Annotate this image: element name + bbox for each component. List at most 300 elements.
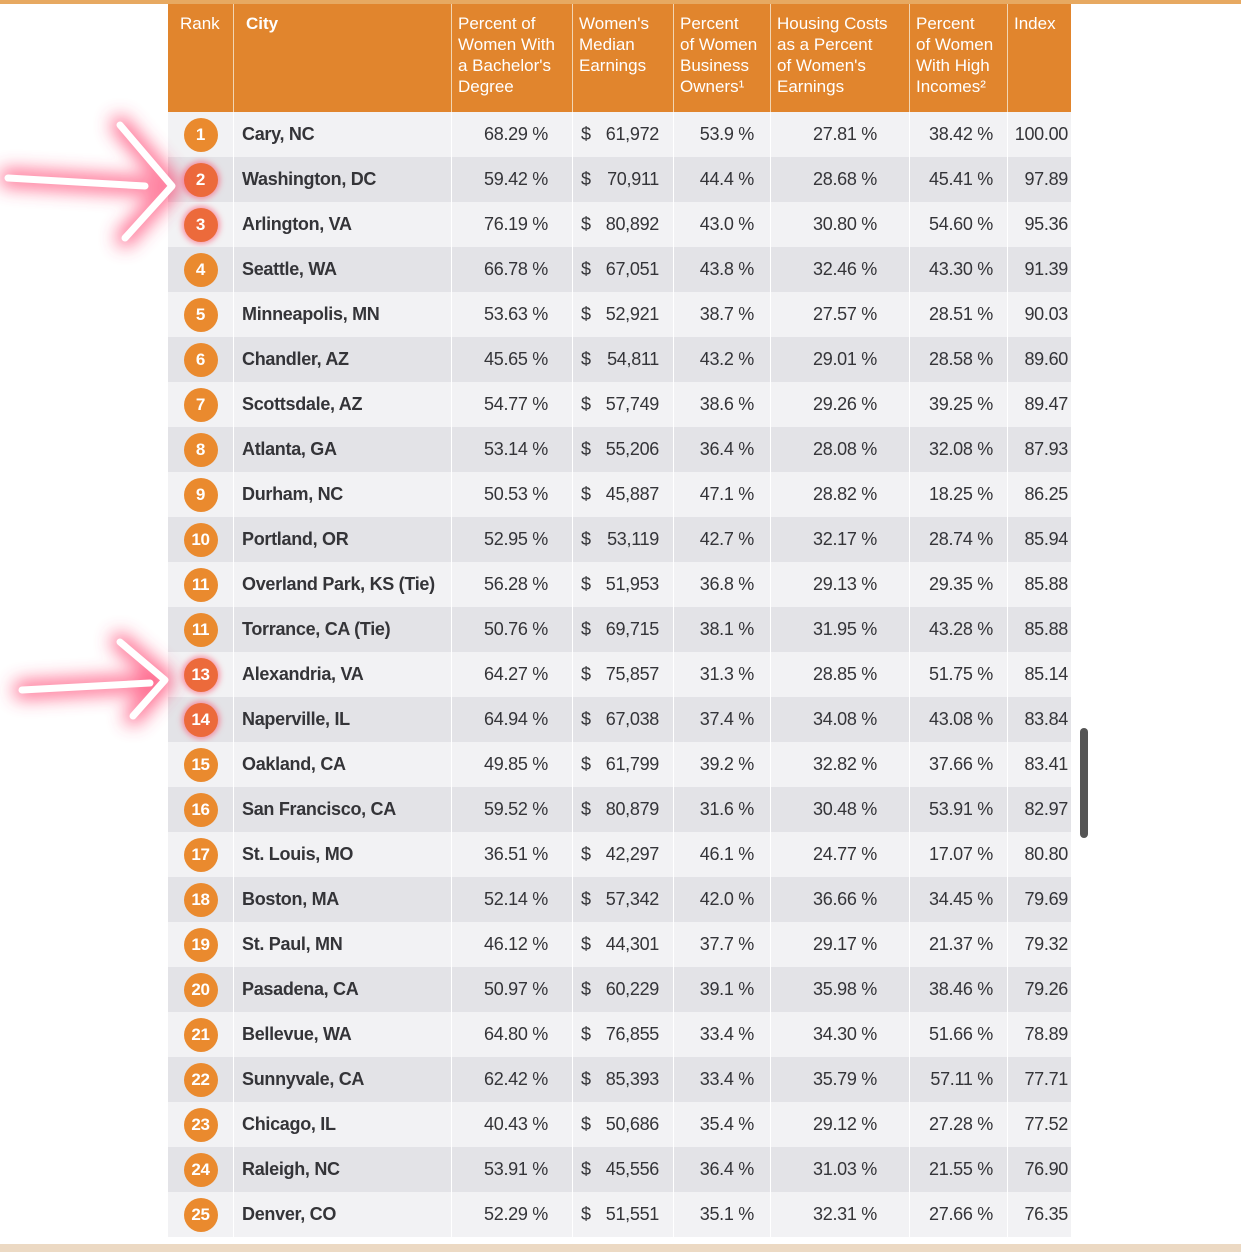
high-incomes-cell: 34.45 % — [910, 877, 1008, 922]
housing-costs-cell: 30.80 % — [771, 202, 910, 247]
rank-badge: 17 — [184, 838, 218, 872]
business-owners-cell: 36.4 % — [674, 427, 771, 472]
median-earnings-cell — [573, 202, 674, 247]
earnings-amount: 42,297 — [605, 844, 659, 864]
earnings-amount: 70,911 — [607, 169, 659, 189]
index-cell: 100.00 — [1014, 124, 1068, 144]
header-housing-costs: Housing Costs as a Percent of Women's Earnings — [771, 4, 910, 112]
earnings-amount: 61,799 — [605, 754, 659, 774]
bachelor-degree-cell: 52.29 % — [452, 1192, 573, 1237]
business-owners-cell: 42.0 % — [674, 877, 771, 922]
high-incomes-cell: 27.28 % — [910, 1102, 1008, 1147]
rank-badge: 23 — [184, 1108, 218, 1142]
rank-badge: 18 — [184, 883, 218, 917]
earnings-amount: 45,556 — [605, 1159, 659, 1179]
median-earnings-cell — [573, 967, 674, 1012]
high-incomes-cell: 43.30 % — [910, 247, 1008, 292]
business-owners-cell: 31.6 % — [674, 787, 771, 832]
rank-badge: 14 — [184, 703, 218, 737]
earnings-amount: 45,887 — [605, 484, 659, 504]
table-row — [168, 1102, 1071, 1147]
currency-symbol: $ — [581, 304, 591, 324]
bachelor-degree-cell: 68.29 % — [452, 112, 573, 157]
housing-costs-cell: 29.26 % — [771, 382, 910, 427]
index-cell: 85.88 — [1024, 619, 1068, 639]
high-incomes-cell: 17.07 % — [910, 832, 1008, 877]
housing-costs-cell: 29.12 % — [771, 1102, 910, 1147]
rank-cell — [168, 517, 234, 562]
business-owners-cell: 33.4 % — [674, 1012, 771, 1057]
median-earnings-cell — [573, 472, 674, 517]
currency-symbol: $ — [581, 439, 591, 459]
table-row — [168, 1012, 1071, 1057]
header-high-incomes: Percent of Women With High Incomes² — [910, 4, 1008, 112]
currency-symbol: $ — [581, 934, 591, 954]
high-incomes-cell: 54.60 % — [910, 202, 1008, 247]
earnings-amount: 61,972 — [605, 124, 659, 144]
rank-badge: 20 — [184, 973, 218, 1007]
business-owners-cell: 44.4 % — [674, 157, 771, 202]
table-row — [168, 517, 1071, 562]
city-cell: Chicago, IL — [234, 1102, 452, 1147]
rank-badge: 4 — [184, 253, 218, 287]
median-earnings-cell — [573, 832, 674, 877]
table-row — [168, 1057, 1071, 1102]
table-row — [168, 472, 1071, 517]
business-owners-cell: 38.1 % — [674, 607, 771, 652]
table-row — [168, 247, 1071, 292]
housing-costs-cell: 36.66 % — [771, 877, 910, 922]
earnings-amount: 80,879 — [605, 799, 659, 819]
rank-badge: 11 — [184, 568, 218, 602]
table-row — [168, 922, 1071, 967]
currency-symbol: $ — [581, 619, 591, 639]
city-cell: Raleigh, NC — [234, 1147, 452, 1192]
median-earnings-cell — [573, 922, 674, 967]
rank-cell — [168, 607, 234, 652]
rank-cell — [168, 1057, 234, 1102]
rank-badge: 1 — [184, 118, 218, 152]
median-earnings-cell — [573, 1057, 674, 1102]
city-cell: Portland, OR — [234, 517, 452, 562]
bachelor-degree-cell: 45.65 % — [452, 337, 573, 382]
median-earnings-cell — [573, 1102, 674, 1147]
index-cell: 77.71 — [1024, 1069, 1068, 1089]
currency-symbol: $ — [581, 1204, 591, 1224]
rank-cell — [168, 1102, 234, 1147]
rank-cell — [168, 1012, 234, 1057]
city-cell: Alexandria, VA — [234, 652, 452, 697]
city-cell: Bellevue, WA — [234, 1012, 452, 1057]
business-owners-cell: 43.2 % — [674, 337, 771, 382]
rank-cell — [168, 1192, 234, 1237]
currency-symbol: $ — [581, 1114, 591, 1134]
earnings-amount: 53,119 — [607, 529, 659, 549]
city-cell: San Francisco, CA — [234, 787, 452, 832]
median-earnings-cell — [573, 112, 674, 157]
bachelor-degree-cell: 64.80 % — [452, 1012, 573, 1057]
high-incomes-cell: 38.42 % — [910, 112, 1008, 157]
housing-costs-cell: 28.68 % — [771, 157, 910, 202]
median-earnings-cell — [573, 877, 674, 922]
currency-symbol: $ — [581, 574, 591, 594]
business-owners-cell: 53.9 % — [674, 112, 771, 157]
housing-costs-cell: 31.95 % — [771, 607, 910, 652]
housing-costs-cell: 32.17 % — [771, 517, 910, 562]
table-row — [168, 742, 1071, 787]
median-earnings-cell — [573, 157, 674, 202]
median-earnings-cell — [573, 787, 674, 832]
currency-symbol: $ — [581, 529, 591, 549]
currency-symbol: $ — [581, 979, 591, 999]
table-body — [168, 112, 1071, 1237]
rank-cell — [168, 877, 234, 922]
median-earnings-cell — [573, 1012, 674, 1057]
business-owners-cell: 42.7 % — [674, 517, 771, 562]
business-owners-cell: 39.1 % — [674, 967, 771, 1012]
table-row — [168, 112, 1071, 157]
index-cell: 80.80 — [1024, 844, 1068, 864]
earnings-amount: 67,038 — [605, 709, 659, 729]
city-cell: St. Paul, MN — [234, 922, 452, 967]
business-owners-cell: 31.3 % — [674, 652, 771, 697]
currency-symbol: $ — [581, 214, 591, 234]
currency-symbol: $ — [581, 754, 591, 774]
bachelor-degree-cell: 64.94 % — [452, 697, 573, 742]
bachelor-degree-cell: 50.53 % — [452, 472, 573, 517]
high-incomes-cell: 21.37 % — [910, 922, 1008, 967]
business-owners-cell: 36.4 % — [674, 1147, 771, 1192]
rank-badge: 5 — [184, 298, 218, 332]
bachelor-degree-cell: 52.14 % — [452, 877, 573, 922]
housing-costs-cell: 24.77 % — [771, 832, 910, 877]
bachelor-degree-cell: 46.12 % — [452, 922, 573, 967]
earnings-amount: 69,715 — [605, 619, 659, 639]
business-owners-cell: 37.7 % — [674, 922, 771, 967]
index-cell: 83.84 — [1024, 709, 1068, 729]
index-cell: 95.36 — [1024, 214, 1068, 234]
high-incomes-cell: 28.58 % — [910, 337, 1008, 382]
earnings-amount: 55,206 — [605, 439, 659, 459]
rank-badge: 11 — [184, 613, 218, 647]
median-earnings-cell — [573, 697, 674, 742]
rank-cell — [168, 742, 234, 787]
rank-cell — [168, 112, 234, 157]
rank-badge: 2 — [184, 163, 218, 197]
high-incomes-cell: 37.66 % — [910, 742, 1008, 787]
high-incomes-cell: 43.28 % — [910, 607, 1008, 652]
city-cell: Overland Park, KS (Tie) — [234, 562, 452, 607]
business-owners-cell: 36.8 % — [674, 562, 771, 607]
bachelor-degree-cell: 53.63 % — [452, 292, 573, 337]
rank-cell — [168, 202, 234, 247]
table-row — [168, 697, 1071, 742]
rank-cell — [168, 472, 234, 517]
city-cell: Naperville, IL — [234, 697, 452, 742]
high-incomes-cell: 38.46 % — [910, 967, 1008, 1012]
index-cell: 79.32 — [1024, 934, 1068, 954]
rank-badge: 10 — [184, 523, 218, 557]
index-cell: 83.41 — [1024, 754, 1068, 774]
rank-cell — [168, 427, 234, 472]
table-row — [168, 1147, 1071, 1192]
bachelor-degree-cell: 53.91 % — [452, 1147, 573, 1192]
high-incomes-cell: 51.66 % — [910, 1012, 1008, 1057]
header-index: Index — [1014, 14, 1056, 33]
table-row — [168, 832, 1071, 877]
rank-cell — [168, 292, 234, 337]
currency-symbol: $ — [581, 394, 591, 414]
rank-badge: 22 — [184, 1063, 218, 1097]
housing-costs-cell: 34.30 % — [771, 1012, 910, 1057]
earnings-amount: 57,749 — [605, 394, 659, 414]
index-cell: 85.14 — [1024, 664, 1068, 684]
earnings-amount: 60,229 — [605, 979, 659, 999]
index-cell: 85.88 — [1024, 574, 1068, 594]
table-row — [168, 607, 1071, 652]
arrow-right-icon — [22, 642, 165, 716]
bottom-border — [0, 1244, 1241, 1252]
business-owners-cell: 35.4 % — [674, 1102, 771, 1147]
table-row — [168, 562, 1071, 607]
currency-symbol: $ — [581, 889, 591, 909]
rankings-table — [168, 4, 1071, 1237]
index-cell: 90.03 — [1024, 304, 1068, 324]
median-earnings-cell — [573, 1192, 674, 1237]
housing-costs-cell: 32.31 % — [771, 1192, 910, 1237]
currency-symbol: $ — [581, 844, 591, 864]
table-row — [168, 202, 1071, 247]
rank-badge: 9 — [184, 478, 218, 512]
table-row — [168, 877, 1071, 922]
earnings-amount: 51,551 — [605, 1204, 659, 1224]
index-cell: 77.52 — [1024, 1114, 1068, 1134]
currency-symbol: $ — [581, 259, 591, 279]
high-incomes-cell: 43.08 % — [910, 697, 1008, 742]
median-earnings-cell — [573, 337, 674, 382]
median-earnings-cell — [573, 562, 674, 607]
business-owners-cell: 39.2 % — [674, 742, 771, 787]
earnings-amount: 44,301 — [605, 934, 659, 954]
high-incomes-cell: 18.25 % — [910, 472, 1008, 517]
rank-badge: 3 — [184, 208, 218, 242]
table-row — [168, 652, 1071, 697]
median-earnings-cell — [573, 652, 674, 697]
index-cell: 89.47 — [1024, 394, 1068, 414]
bachelor-degree-cell: 40.43 % — [452, 1102, 573, 1147]
rank-badge: 21 — [184, 1018, 218, 1052]
city-cell: Cary, NC — [234, 112, 452, 157]
earnings-amount: 52,921 — [605, 304, 659, 324]
rank-badge: 6 — [184, 343, 218, 377]
median-earnings-cell — [573, 517, 674, 562]
high-incomes-cell: 28.51 % — [910, 292, 1008, 337]
housing-costs-cell: 28.85 % — [771, 652, 910, 697]
earnings-amount: 50,686 — [605, 1114, 659, 1134]
rank-cell — [168, 1147, 234, 1192]
city-cell: Torrance, CA (Tie) — [234, 607, 452, 652]
bachelor-degree-cell: 49.85 % — [452, 742, 573, 787]
table-row — [168, 967, 1071, 1012]
high-incomes-cell: 57.11 % — [910, 1057, 1008, 1102]
index-cell: 82.97 — [1024, 799, 1068, 819]
housing-costs-cell: 34.08 % — [771, 697, 910, 742]
rank-cell — [168, 787, 234, 832]
rank-badge: 25 — [184, 1198, 218, 1232]
rank-badge: 8 — [184, 433, 218, 467]
table-row — [168, 382, 1071, 427]
index-cell: 86.25 — [1024, 484, 1068, 504]
header-bachelor-degree: Percent of Women With a Bachelor's Degree — [452, 4, 573, 112]
housing-costs-cell: 30.48 % — [771, 787, 910, 832]
table-row — [168, 292, 1071, 337]
index-cell: 87.93 — [1024, 439, 1068, 459]
rank-badge: 24 — [184, 1153, 218, 1187]
housing-costs-cell: 29.01 % — [771, 337, 910, 382]
housing-costs-cell: 29.13 % — [771, 562, 910, 607]
median-earnings-cell — [573, 607, 674, 652]
business-owners-cell: 38.6 % — [674, 382, 771, 427]
table-row — [168, 427, 1071, 472]
rank-cell — [168, 922, 234, 967]
rank-cell — [168, 382, 234, 427]
table-row — [168, 157, 1071, 202]
city-cell: Oakland, CA — [234, 742, 452, 787]
high-incomes-cell: 27.66 % — [910, 1192, 1008, 1237]
business-owners-cell: 33.4 % — [674, 1057, 771, 1102]
header-city: City — [234, 4, 452, 112]
index-cell: 76.35 — [1024, 1204, 1068, 1224]
high-incomes-cell: 32.08 % — [910, 427, 1008, 472]
rank-cell — [168, 967, 234, 1012]
index-cell: 76.90 — [1024, 1159, 1068, 1179]
housing-costs-cell: 27.57 % — [771, 292, 910, 337]
city-cell: Seattle, WA — [234, 247, 452, 292]
rank-cell — [168, 337, 234, 382]
header-median-earnings: Women's Median Earnings — [573, 4, 674, 112]
rank-cell — [168, 697, 234, 742]
housing-costs-cell: 29.17 % — [771, 922, 910, 967]
rank-badge: 19 — [184, 928, 218, 962]
business-owners-cell: 35.1 % — [674, 1192, 771, 1237]
currency-symbol: $ — [581, 709, 591, 729]
city-cell: Minneapolis, MN — [234, 292, 452, 337]
table-row — [168, 337, 1071, 382]
bachelor-degree-cell: 54.77 % — [452, 382, 573, 427]
bachelor-degree-cell: 36.51 % — [452, 832, 573, 877]
bachelor-degree-cell: 64.27 % — [452, 652, 573, 697]
currency-symbol: $ — [581, 484, 591, 504]
index-cell: 91.39 — [1024, 259, 1068, 279]
earnings-amount: 75,857 — [605, 664, 659, 684]
business-owners-cell: 43.8 % — [674, 247, 771, 292]
index-cell: 79.69 — [1024, 889, 1068, 909]
currency-symbol: $ — [581, 349, 591, 369]
header-business-owners: Percent of Women Business Owners¹ — [674, 4, 771, 112]
rank-badge: 7 — [184, 388, 218, 422]
bachelor-degree-cell: 50.97 % — [452, 967, 573, 1012]
index-cell: 97.89 — [1024, 169, 1068, 189]
bachelor-degree-cell: 59.52 % — [452, 787, 573, 832]
housing-costs-cell: 28.82 % — [771, 472, 910, 517]
city-cell: Denver, CO — [234, 1192, 452, 1237]
high-incomes-cell: 53.91 % — [910, 787, 1008, 832]
housing-costs-cell: 32.82 % — [771, 742, 910, 787]
city-cell: Durham, NC — [234, 472, 452, 517]
currency-symbol: $ — [581, 1159, 591, 1179]
currency-symbol: $ — [581, 1069, 591, 1089]
scrollbar-thumb[interactable] — [1080, 728, 1088, 838]
table-header-row — [168, 4, 1071, 112]
housing-costs-cell: 35.98 % — [771, 967, 910, 1012]
currency-symbol: $ — [581, 664, 591, 684]
median-earnings-cell — [573, 1147, 674, 1192]
city-cell: Pasadena, CA — [234, 967, 452, 1012]
currency-symbol: $ — [581, 124, 591, 144]
city-cell: Sunnyvale, CA — [234, 1057, 452, 1102]
earnings-amount: 54,811 — [607, 349, 659, 369]
housing-costs-cell: 31.03 % — [771, 1147, 910, 1192]
header-rank: Rank — [168, 4, 234, 112]
currency-symbol: $ — [581, 1024, 591, 1044]
city-cell: Arlington, VA — [234, 202, 452, 247]
bachelor-degree-cell: 62.42 % — [452, 1057, 573, 1102]
bachelor-degree-cell: 76.19 % — [452, 202, 573, 247]
earnings-amount: 76,855 — [605, 1024, 659, 1044]
city-cell: Scottsdale, AZ — [234, 382, 452, 427]
housing-costs-cell: 32.46 % — [771, 247, 910, 292]
bachelor-degree-cell: 53.14 % — [452, 427, 573, 472]
index-cell: 78.89 — [1024, 1024, 1068, 1044]
table-row — [168, 787, 1071, 832]
housing-costs-cell: 27.81 % — [771, 112, 910, 157]
bachelor-degree-cell: 56.28 % — [452, 562, 573, 607]
bachelor-degree-cell: 59.42 % — [452, 157, 573, 202]
high-incomes-cell: 21.55 % — [910, 1147, 1008, 1192]
rank-cell — [168, 157, 234, 202]
high-incomes-cell: 29.35 % — [910, 562, 1008, 607]
index-cell: 79.26 — [1024, 979, 1068, 999]
median-earnings-cell — [573, 247, 674, 292]
high-incomes-cell: 28.74 % — [910, 517, 1008, 562]
high-incomes-cell: 51.75 % — [910, 652, 1008, 697]
rank-cell — [168, 652, 234, 697]
rank-badge: 16 — [184, 793, 218, 827]
rank-badge: 13 — [184, 658, 218, 692]
city-cell: Atlanta, GA — [234, 427, 452, 472]
arrow-right-icon — [8, 125, 172, 238]
earnings-amount: 67,051 — [605, 259, 659, 279]
median-earnings-cell — [573, 382, 674, 427]
rank-cell — [168, 247, 234, 292]
business-owners-cell: 46.1 % — [674, 832, 771, 877]
table-row — [168, 1192, 1071, 1237]
currency-symbol: $ — [581, 799, 591, 819]
rank-cell — [168, 562, 234, 607]
bachelor-degree-cell: 52.95 % — [452, 517, 573, 562]
earnings-amount: 51,953 — [605, 574, 659, 594]
housing-costs-cell: 35.79 % — [771, 1057, 910, 1102]
bachelor-degree-cell: 50.76 % — [452, 607, 573, 652]
business-owners-cell: 43.0 % — [674, 202, 771, 247]
median-earnings-cell — [573, 742, 674, 787]
city-cell: Chandler, AZ — [234, 337, 452, 382]
median-earnings-cell — [573, 427, 674, 472]
bachelor-degree-cell: 66.78 % — [452, 247, 573, 292]
earnings-amount: 85,393 — [605, 1069, 659, 1089]
housing-costs-cell: 28.08 % — [771, 427, 910, 472]
business-owners-cell: 47.1 % — [674, 472, 771, 517]
